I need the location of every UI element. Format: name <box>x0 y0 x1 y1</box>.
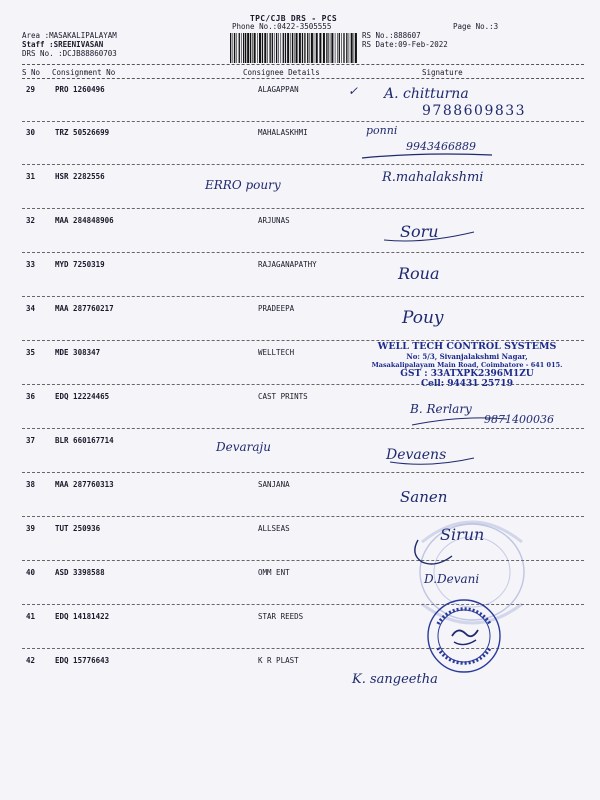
barcode-bar <box>314 33 315 63</box>
stamp-cell: Cell: 94431 25719 <box>421 379 513 389</box>
barcode-bar <box>311 33 313 63</box>
barcode-bar <box>283 33 284 63</box>
barcode-bar <box>319 33 321 63</box>
barcode-bar <box>250 33 251 63</box>
barcode-bar <box>309 33 310 63</box>
barcode-bar <box>257 33 258 63</box>
row-sno: 31 <box>26 172 36 181</box>
row-sno: 39 <box>26 524 36 533</box>
row-sno: 40 <box>26 568 36 577</box>
barcode-bar <box>299 33 301 63</box>
row-divider <box>22 121 584 122</box>
barcode-bar <box>278 33 279 63</box>
row-sno: 36 <box>26 392 36 401</box>
row-sno: 38 <box>26 480 36 489</box>
barcode-bar <box>346 33 347 63</box>
header-right-info <box>362 31 448 49</box>
barcode-bar <box>262 33 263 63</box>
table-row <box>0 172 600 215</box>
barcode-bar <box>245 33 246 63</box>
rs-date: RS Date:09-Feb-2022 <box>362 40 448 49</box>
barcode <box>229 33 359 63</box>
barcode-bar <box>272 33 273 63</box>
row-consignment: MDE 308347 <box>55 348 101 357</box>
barcode-bar <box>323 33 325 63</box>
signature-30-phone: 9943466889 <box>406 140 476 153</box>
row-divider <box>22 296 584 297</box>
row-consignment: EDQ 12224465 <box>55 392 110 401</box>
col-consignment: Consignment No <box>52 68 116 77</box>
row-sno: 32 <box>26 216 36 225</box>
barcode-bar <box>285 33 286 63</box>
drs-number: DRS No. :DCJB88860703 <box>22 49 117 58</box>
handwritten-note-37: Devaraju <box>216 440 271 454</box>
row-consignee: OMM ENT <box>258 568 290 577</box>
col-signature: Signature <box>422 68 463 77</box>
barcode-bar <box>355 33 357 63</box>
row-divider <box>22 428 584 429</box>
barcode-bar <box>304 33 305 63</box>
row-sno: 35 <box>26 348 36 357</box>
row-consignee: CAST PRINTS <box>258 392 308 401</box>
signature-32: Soru <box>400 222 439 241</box>
row-consignee: WELLTECH <box>258 348 295 357</box>
barcode-bar <box>252 33 253 63</box>
barcode-bar <box>276 33 277 63</box>
row-consignment: MYD 7250319 <box>55 260 105 269</box>
signature-33: Roua <box>398 264 440 283</box>
row-consignment: EDQ 15776643 <box>55 656 110 665</box>
signature-34: Pouy <box>402 308 444 328</box>
divider <box>22 78 584 79</box>
row-consignment: TUT 250936 <box>55 524 101 533</box>
row-sno: 34 <box>26 304 36 313</box>
barcode-bar <box>264 33 266 63</box>
barcode-bar <box>292 33 293 63</box>
barcode-bar <box>290 33 291 63</box>
barcode-bar <box>274 33 275 63</box>
barcode-bar <box>230 33 231 63</box>
barcode-bar <box>247 33 249 63</box>
col-sno: S No <box>22 68 41 77</box>
signature-39: Sirun <box>440 525 485 544</box>
barcode-bar <box>339 33 340 63</box>
barcode-bar <box>269 33 270 63</box>
barcode-bar <box>294 33 295 63</box>
table-row <box>0 216 600 259</box>
barcode-bar <box>328 33 329 63</box>
row-consignee: ALAGAPPAN <box>258 85 299 94</box>
barcode-bar <box>331 33 333 63</box>
stamp-gst: GST : 33ATXPK2396M1ZU <box>400 369 534 379</box>
barcode-bar <box>287 33 289 63</box>
round-stamp <box>424 596 504 676</box>
row-consignment: TRZ 50526699 <box>55 128 110 137</box>
signature-42: K. sangeetha <box>352 672 438 687</box>
row-consignee: STAR REEDS <box>258 612 304 621</box>
row-divider <box>22 252 584 253</box>
barcode-bar <box>302 33 303 63</box>
table-row <box>0 128 600 171</box>
row-sno: 33 <box>26 260 36 269</box>
barcode-bar <box>351 33 353 63</box>
row-sno: 42 <box>26 656 36 665</box>
row-consignee: ALLSEAS <box>258 524 290 533</box>
stamp-address-1: No: 5/3, Sivanjalakshmi Nagar, <box>406 352 528 361</box>
row-consignee: RAJAGANAPATHY <box>258 260 317 269</box>
barcode-bar <box>326 33 327 63</box>
row-divider <box>22 164 584 165</box>
signature-30: ponni <box>366 124 398 137</box>
barcode-bar <box>241 33 242 63</box>
signature-37: Devaens <box>386 447 447 463</box>
barcode-bar <box>236 33 237 63</box>
signature-36: B. Rerlary <box>410 402 472 416</box>
row-consignment: MAA 287760313 <box>55 480 114 489</box>
row-consignment: MAA 287760217 <box>55 304 114 313</box>
row-consignment: BLR 660167714 <box>55 436 114 445</box>
barcode-bar <box>243 33 244 63</box>
row-consignee: MAHALASKHMI <box>258 128 308 137</box>
barcode-bar <box>316 33 318 63</box>
page-number: Page No.:3 <box>453 22 499 31</box>
barcode-bar <box>259 33 261 63</box>
row-consignee: ARJUNAS <box>258 216 290 225</box>
row-sno: 37 <box>26 436 36 445</box>
barcode-bar <box>267 33 268 63</box>
barcode-bar <box>234 33 235 63</box>
handwritten-note-31: ERRO poury <box>205 178 281 192</box>
barcode-bar <box>307 33 308 63</box>
tick-mark: ✓ <box>348 84 359 98</box>
signature-29-phone: 9788609833 <box>422 103 527 119</box>
staff-label: Staff :SREENIVASAN <box>22 40 104 49</box>
row-consignee: PRADEEPA <box>258 304 295 313</box>
barcode-bar <box>349 33 350 63</box>
signature-36-phone: 9871400036 <box>484 413 554 426</box>
row-sno: 41 <box>26 612 36 621</box>
barcode-bar <box>254 33 256 63</box>
row-consignee: SANJANA <box>258 480 290 489</box>
row-consignment: EDQ 14181422 <box>55 612 110 621</box>
rs-number: RS No.:888607 <box>362 31 421 40</box>
header-left-info <box>22 31 117 58</box>
barcode-bar <box>354 33 355 63</box>
signature-38: Sanen <box>400 488 448 506</box>
barcode-bar <box>337 33 338 63</box>
row-consignment: PRO 1260496 <box>55 85 105 94</box>
row-consignee: K R PLAST <box>258 656 299 665</box>
row-sno: 29 <box>26 85 36 94</box>
barcode-bar <box>239 33 240 63</box>
row-consignment: MAA 284848906 <box>55 216 114 225</box>
divider <box>22 64 584 65</box>
table-row <box>0 260 600 303</box>
table-row <box>0 436 600 479</box>
phone-number: Phone No.:0422-3505555 <box>232 22 332 31</box>
company-stamp <box>362 341 572 389</box>
signature-40: D.Devani <box>424 572 480 586</box>
signature-29: A. chitturna <box>384 86 469 102</box>
stamp-address-2: Masakalipalayam Main Road, Coimbatore - 641 015. <box>371 361 563 369</box>
barcode-bar <box>341 33 342 63</box>
barcode-bar <box>280 33 281 63</box>
barcode-bar <box>330 33 331 63</box>
stamp-company-name: WELL TECH CONTROL SYSTEMS <box>377 341 557 352</box>
row-consignment: ASD 3398588 <box>55 568 105 577</box>
barcode-bar <box>296 33 298 63</box>
signature-31: R.mahalakshmi <box>382 170 484 185</box>
row-divider <box>22 472 584 473</box>
area-label: Area :MASAKALIPALAYAM <box>22 31 117 40</box>
row-sno: 30 <box>26 128 36 137</box>
barcode-bar <box>343 33 344 63</box>
col-consignee: Consignee Details <box>243 68 320 77</box>
barcode-bar <box>335 33 336 63</box>
row-divider <box>22 208 584 209</box>
barcode-bar <box>233 33 234 63</box>
sheet-title: TPC/CJB DRS - PCS <box>250 14 337 23</box>
row-consignment: HSR 2282556 <box>55 172 105 181</box>
